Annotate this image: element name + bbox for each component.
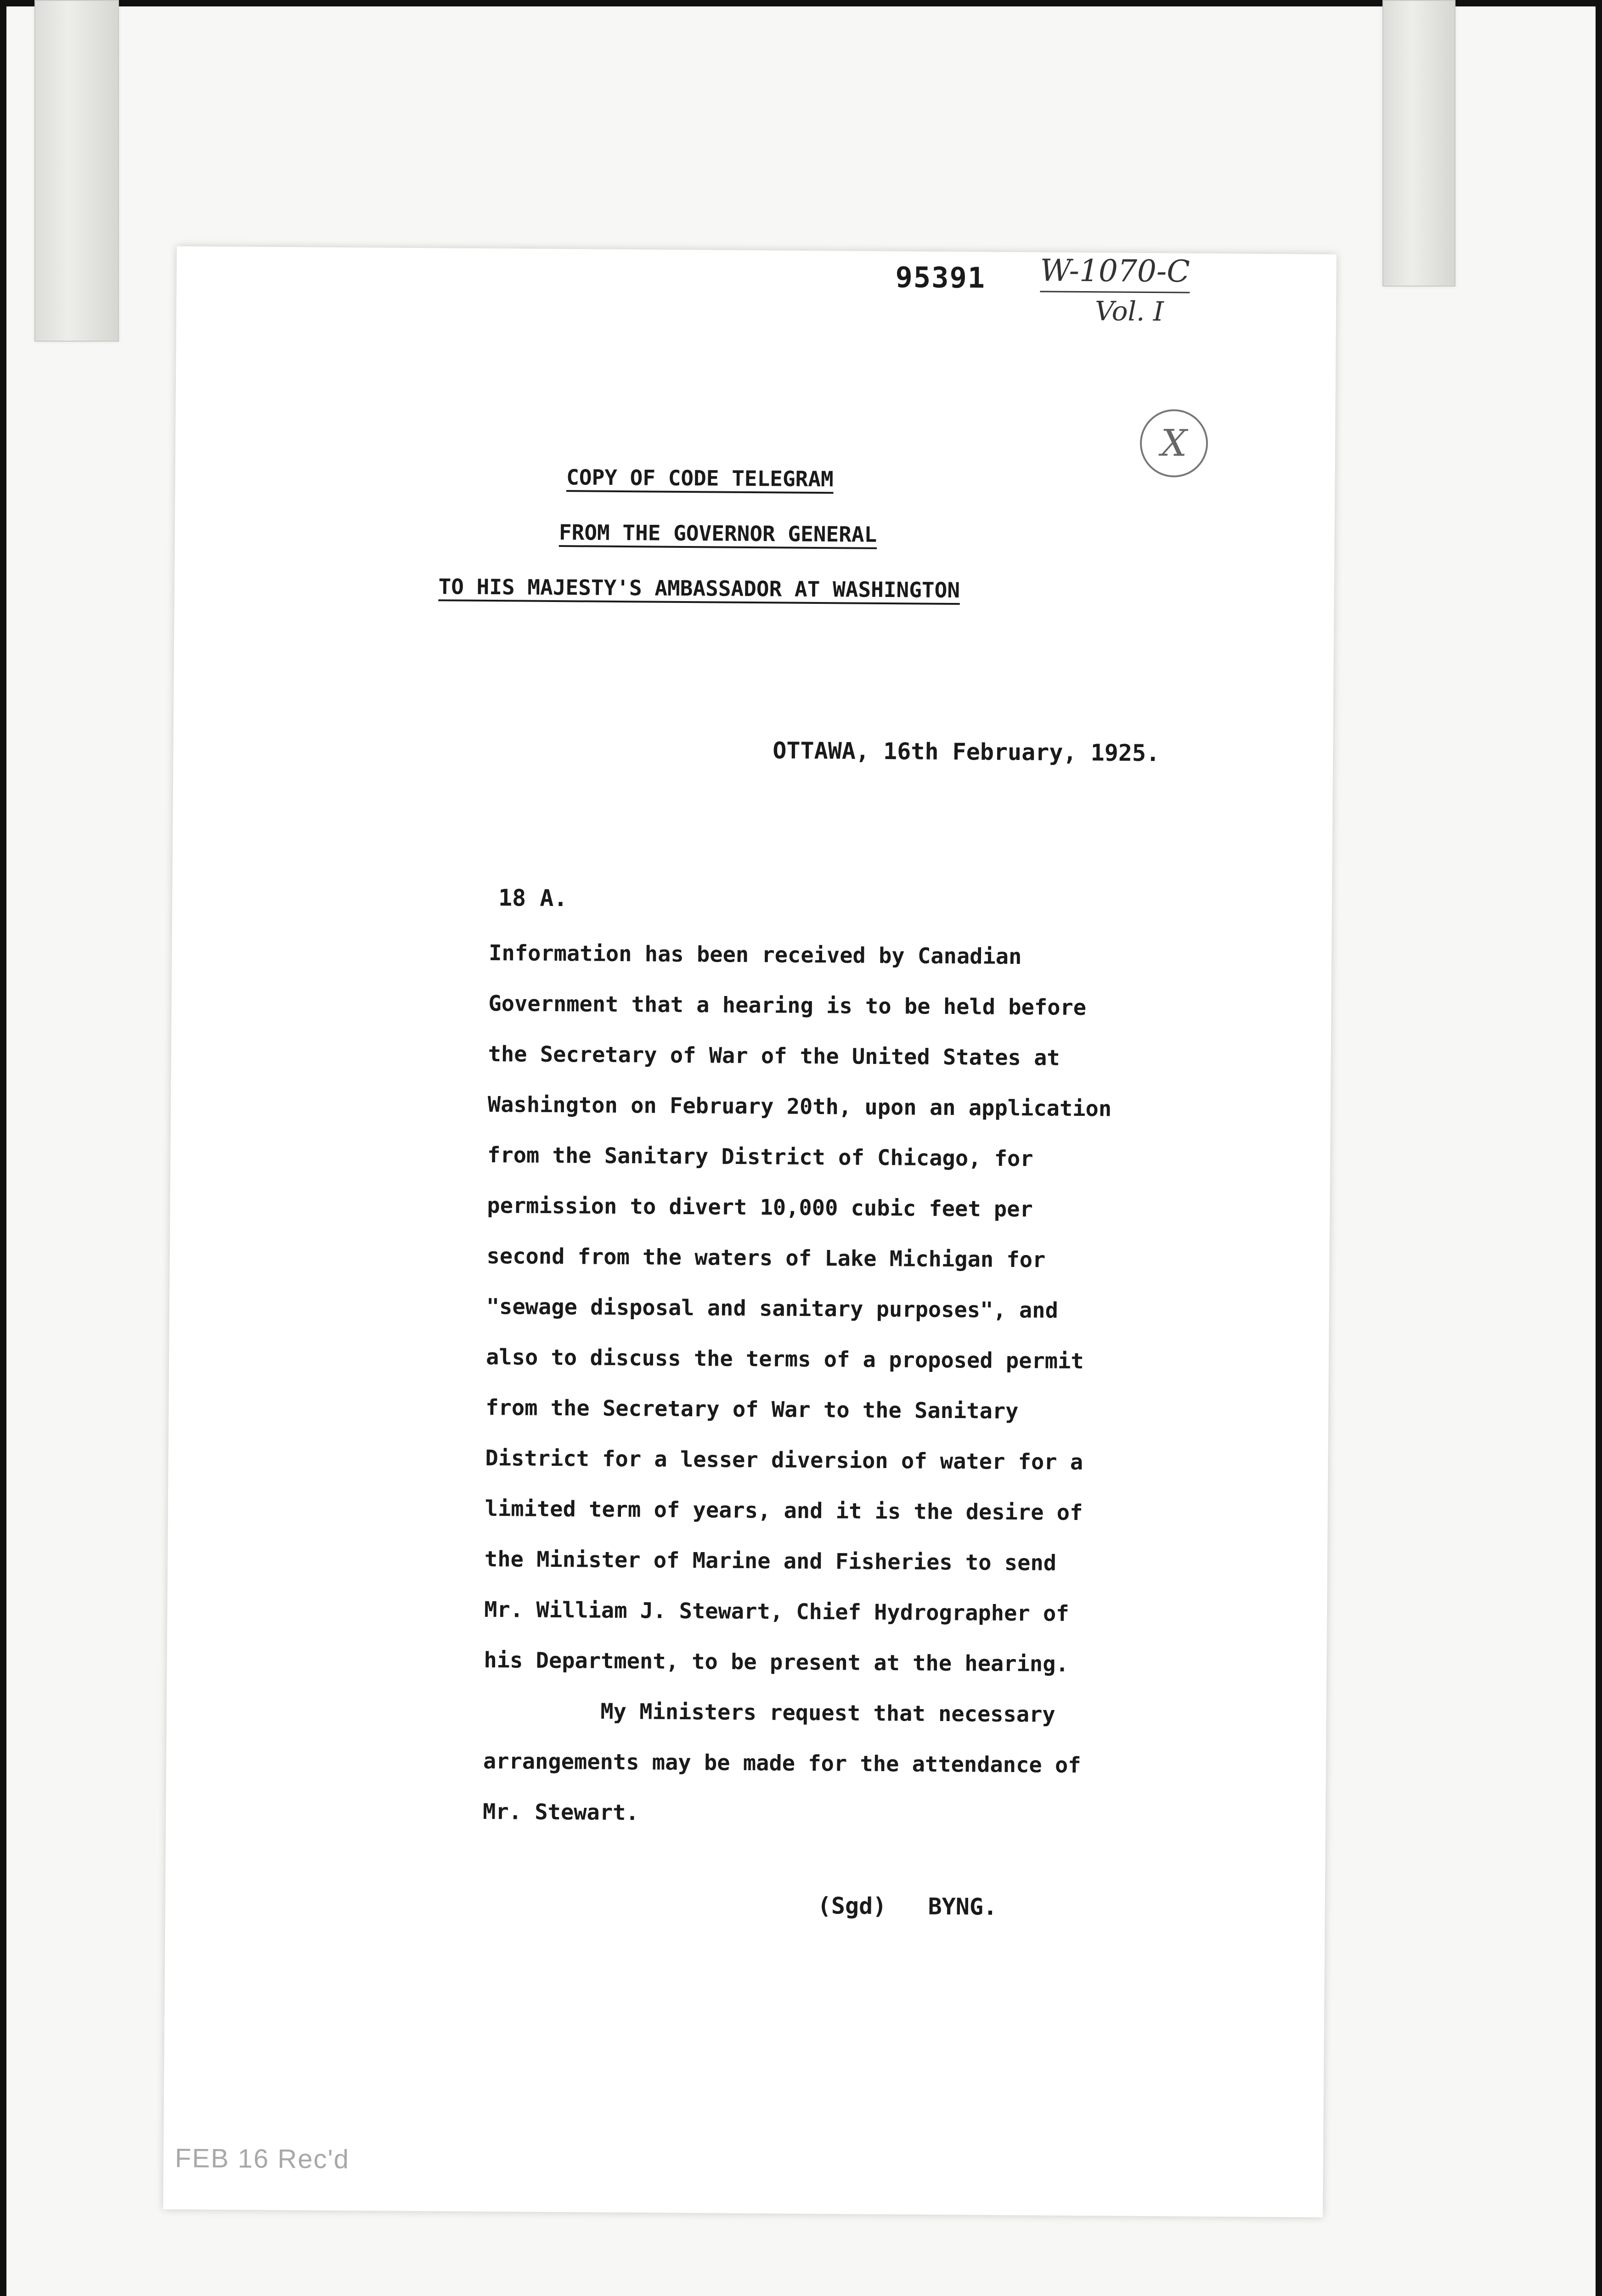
mounting-tape-top-right bbox=[1382, 0, 1455, 287]
body-line: Mr. William J. Stewart, Chief Hydrographer of bbox=[484, 1597, 1069, 1626]
body-line: arrangements may be made for the attendance of bbox=[483, 1748, 1081, 1778]
document-number: 95391 bbox=[895, 260, 986, 295]
body-line: second from the waters of Lake Michigan for bbox=[486, 1244, 1046, 1273]
body-line: also to discuss the terms of a proposed permit bbox=[485, 1344, 1084, 1374]
body-line: My Ministers request that necessary bbox=[483, 1698, 1055, 1728]
received-date-stamp: FEB 16 Rec'd bbox=[175, 2143, 350, 2174]
handwritten-file-reference bbox=[1040, 252, 1190, 330]
telegram-body bbox=[483, 928, 1206, 1842]
body-line: his Department, to be present at the hearing. bbox=[484, 1647, 1069, 1677]
body-line: "sewage disposal and sanitary purposes", and bbox=[486, 1294, 1059, 1323]
body-line: Mr. Stewart. bbox=[482, 1799, 639, 1826]
body-line: the Minister of Marine and Fisheries to send bbox=[484, 1546, 1057, 1576]
body-line: from the Sanitary District of Chicago, for bbox=[487, 1142, 1033, 1172]
body-line: from the Secretary of War to the Sanitary bbox=[485, 1395, 1019, 1424]
handwritten-ref-line1: W-1070-C bbox=[1040, 252, 1190, 293]
body-line: limited term of years, and it is the desire of bbox=[485, 1496, 1083, 1526]
mounting-tape-top-left bbox=[34, 0, 119, 342]
telegram-reference: 18 A. bbox=[498, 884, 568, 912]
body-line: the Secretary of War of the United States at bbox=[488, 1041, 1060, 1071]
body-line: permission to divert 10,000 cubic feet per bbox=[487, 1193, 1033, 1222]
film-edge-top bbox=[0, 0, 1602, 6]
heading-line-3: TO HIS MAJESTY'S AMBASSADOR AT WASHINGTON bbox=[438, 574, 960, 603]
film-edge-left bbox=[0, 0, 6, 2296]
heading-line-2: FROM THE GOVERNOR GENERAL bbox=[558, 520, 877, 547]
body-line: Government that a hearing is to be held before bbox=[488, 991, 1087, 1021]
body-line: Washington on February 20th, upon an application bbox=[487, 1092, 1112, 1122]
handwritten-ref-line2: Vol. I bbox=[1094, 295, 1164, 327]
body-line: District for a lesser diversion of water for a bbox=[485, 1445, 1083, 1475]
circled-mark: X bbox=[1139, 409, 1208, 478]
heading-line-1: COPY OF CODE TELEGRAM bbox=[566, 465, 834, 492]
dateline: OTTAWA, 16th February, 1925. bbox=[773, 737, 1160, 767]
film-edge-right bbox=[1596, 0, 1602, 2296]
body-line: Information has been received by Canadian bbox=[489, 940, 1022, 970]
signature: (Sgd) BYNG. bbox=[817, 1892, 998, 1920]
telegram-sheet bbox=[163, 246, 1337, 2217]
